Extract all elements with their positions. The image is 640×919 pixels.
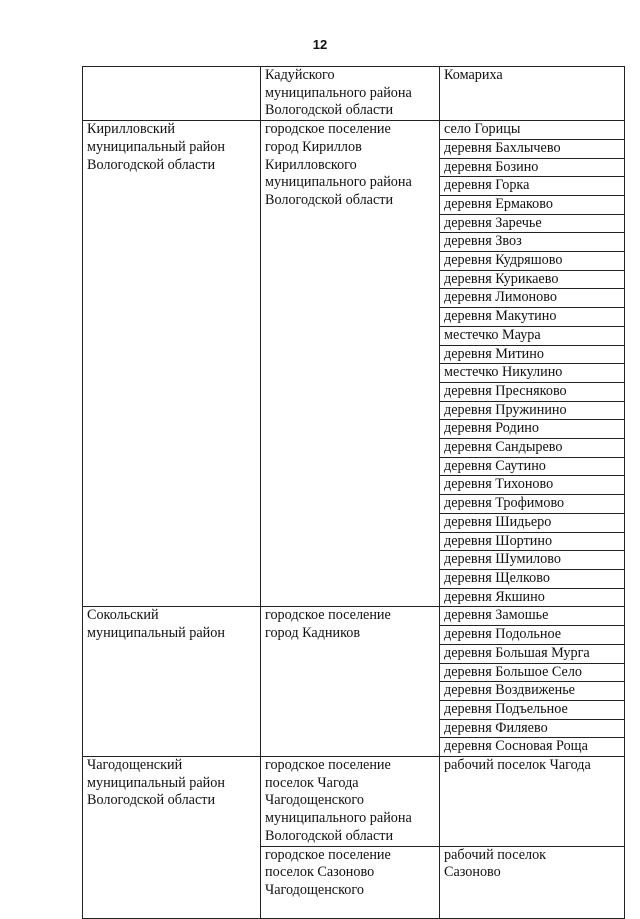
locality-cell: село Горицы <box>440 121 625 140</box>
locality-cell: деревня Звоз <box>440 233 625 252</box>
locality-cell: деревня Филяево <box>440 719 625 738</box>
locality-cell: деревня Бахлычево <box>440 139 625 158</box>
locality-cell: деревня Пресняково <box>440 382 625 401</box>
locality-cell: деревня Шортино <box>440 532 625 551</box>
district-cell: Чагодощенский муниципальный район Вологодской области <box>83 757 261 919</box>
locality-cell: деревня Пружинино <box>440 401 625 420</box>
settlement-cell: городское поселение поселок Сазоново Чагодощенского <box>261 846 440 918</box>
locality-cell: деревня Подъельное <box>440 700 625 719</box>
locality-cell: рабочий поселок Сазоново <box>440 846 625 918</box>
locality-cell: деревня Щелково <box>440 569 625 588</box>
locality-cell: деревня Шидьеро <box>440 513 625 532</box>
locality-cell: местечко Никулино <box>440 364 625 383</box>
locality-cell: деревня Замошье <box>440 607 625 626</box>
table-row-kaduy <box>83 67 625 121</box>
locality-cell: деревня Сосновая Роща <box>440 738 625 757</box>
locality-cell: деревня Большая Мурга <box>440 644 625 663</box>
table-row-kirillov <box>83 121 625 140</box>
locality-cell: деревня Подольное <box>440 626 625 645</box>
locality-cell: деревня Бозино <box>440 158 625 177</box>
locality-cell: деревня Ермаково <box>440 195 625 214</box>
locality-cell: деревня Курикаево <box>440 270 625 289</box>
district-cell: Сокольский муниципальный район <box>83 607 261 757</box>
locality-cell: деревня Шумилово <box>440 551 625 570</box>
settlement-cell: городское поселение город Кириллов Кирилловского муниципального района Вологодской области <box>261 121 440 607</box>
locality-cell: деревня Воздвиженье <box>440 682 625 701</box>
district-cell <box>83 67 261 121</box>
locality-cell: деревня Горка <box>440 177 625 196</box>
locality-cell: деревня Макутино <box>440 308 625 327</box>
locality-cell: деревня Сандырево <box>440 439 625 458</box>
locality-cell: Комариха <box>440 67 625 121</box>
settlements-table <box>82 66 625 919</box>
settlement-cell: городское поселение город Кадников <box>261 607 440 757</box>
district-cell: Кирилловский муниципальный район Вологодской области <box>83 121 261 607</box>
settlement-cell: городское поселение поселок Чагода Чагодощенского муниципального района Вологодской области <box>261 757 440 847</box>
table-row-sokol <box>83 607 625 626</box>
settlement-cell: Кадуйского муниципального района Вологодской области <box>261 67 440 121</box>
locality-cell: деревня Митино <box>440 345 625 364</box>
locality-cell: деревня Кудряшово <box>440 252 625 271</box>
locality-cell: деревня Родино <box>440 420 625 439</box>
page-number: 12 <box>312 37 328 52</box>
locality-cell: деревня Трофимово <box>440 495 625 514</box>
table-row-chagoda <box>83 757 625 847</box>
locality-cell: деревня Лимоново <box>440 289 625 308</box>
locality-cell: деревня Саутино <box>440 457 625 476</box>
locality-cell: деревня Якшино <box>440 588 625 607</box>
locality-cell: рабочий поселок Чагода <box>440 757 625 847</box>
locality-cell: деревня Большое Село <box>440 663 625 682</box>
locality-cell: местечко Маура <box>440 326 625 345</box>
locality-cell: деревня Тихоново <box>440 476 625 495</box>
locality-cell: деревня Заречье <box>440 214 625 233</box>
table-body <box>83 67 625 919</box>
